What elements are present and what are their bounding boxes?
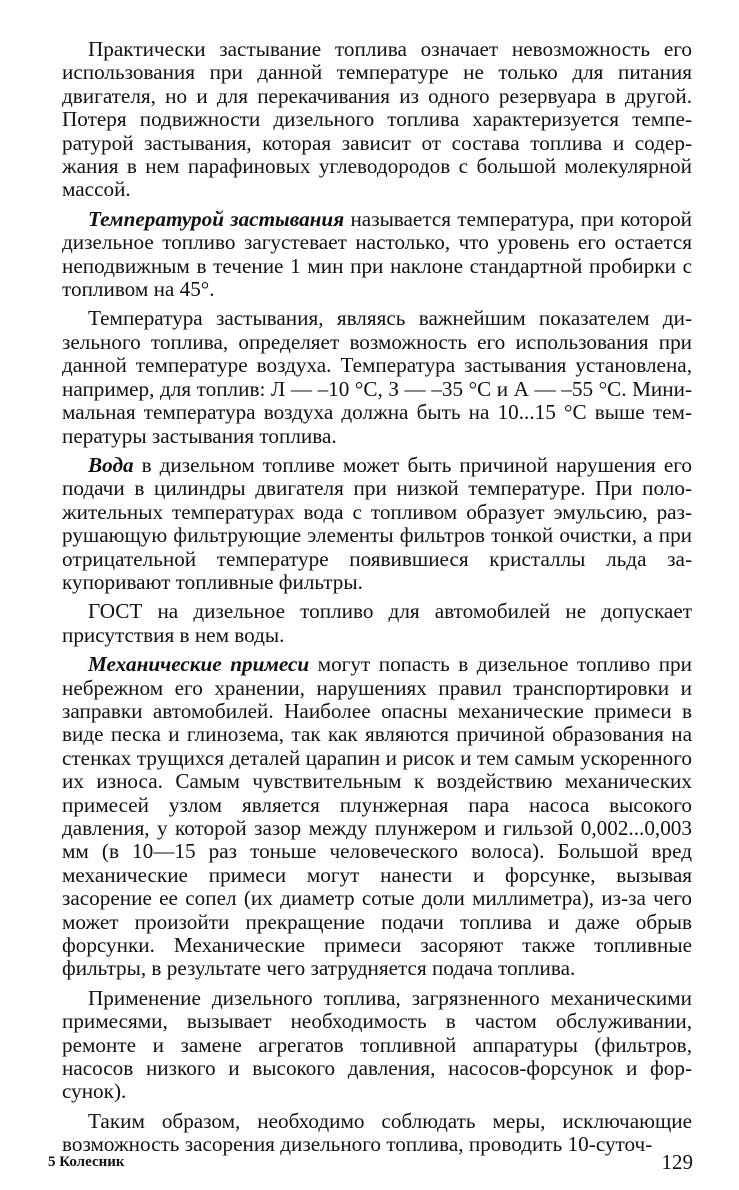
paragraph-6-text: могут попасть в дизельное топливо при небрежном его хранении, нарушениях правил транспортировки и заправки автомобилей. Наиболее опасны механические примеси в виде песка и глинозема, так как являются причиной образования на стенках трущихся деталей царапин и рисок и тем самым ускоренного их износа. Самым чувствительным к воздействию механических примесей узлом является плунжерная пара насоса высокого давления, у которой зазор между плунжером и гильзой 0,002...0,003 мм (в 10—15 раз тоньше человеческого волоса). Большой вред механические примеси могут нанести и форсунке, вызывая засорение ее сопел (их диаметр сотые доли миллиметра), из-за чего может произойти прекращение подачи топлива и даже обрыв форсунки. Механические примеси засоряют также топливные фильтры, в результате чего затрудняется подача топлива. xyxy=(62,652,692,981)
page-number: 129 xyxy=(661,1150,693,1174)
paragraph-3 xyxy=(62,307,692,447)
paragraph-4-text: в дизельном топливе может быть причиной нарушения его подачи в цилиндры двигателя при низкой температуре. При положительных температурах вода с топливом образует эмульсию, разрушающую фильтрующие элементы фильтров тонкой очистки, а при отрицательной температуре появившиеся кристаллы льда закупоривают топливные фильтры. xyxy=(62,452,692,594)
paragraph-1 xyxy=(62,38,692,202)
signature-mark: 5 Колесник xyxy=(48,1154,125,1170)
paragraph-4 xyxy=(62,454,692,594)
paragraph-8-text: Таким образом, необходимо соблюдать меры, исключающие возможность засорения дизельного топлива, проводить 10-суточ- xyxy=(62,1108,692,1157)
page-body xyxy=(62,38,692,1163)
paragraph-2 xyxy=(62,208,692,302)
term-mechanical-impurities: Механические примеси xyxy=(88,652,310,677)
paragraph-5-text: ГОСТ на дизельное топливо для автомобилей не допускает присутствия в нем воды. xyxy=(62,599,692,647)
page-footer xyxy=(48,1150,693,1180)
paragraph-6 xyxy=(62,653,692,981)
paragraph-2-text: называется температура, при которой дизельное топливо загустевает настолько, что уровень его остается неподвижным в течение 1 мин при наклоне стандартной пробирки с топливом на 45°. xyxy=(62,206,692,302)
paragraph-7 xyxy=(62,987,692,1104)
paragraph-7-text: Применение дизельного топлива, загрязненного механическими примесями, вызывает необходимость в частом обслуживании, ремонте и замене агрегатов топливной аппаратуры (фильтров, насосов низкого и высокого давления, насосов-форсунок и форсунок). xyxy=(62,985,692,1104)
paragraph-3-text: Температура застывания, являясь важнейшим показателем дизельного топлива, определяет возможность его использования при данной температуре воздуха. Температура застывания установлена, например, для топлив: Л — –10 °С, З — –35 °С и А — –55 °С. Минимальная температура воздуха должна быть на 10...15 °С выше температуры застывания топлива. xyxy=(62,306,692,448)
term-water: Вода xyxy=(88,452,134,477)
term-pour-point: Температурой застывания xyxy=(88,206,345,231)
paragraph-1-text: Практически застывание топлива означает невозможность его использования при данной температуре не только для питания двигателя, но и для перекачивания из одного резервуара в другой. Потеря подвижности дизельного топлива характеризуется температурой застывания, которая зависит от состава топлива и содержания в нем парафиновых углеводородов с большой молекулярной массой. xyxy=(62,37,692,202)
paragraph-5 xyxy=(62,600,692,647)
